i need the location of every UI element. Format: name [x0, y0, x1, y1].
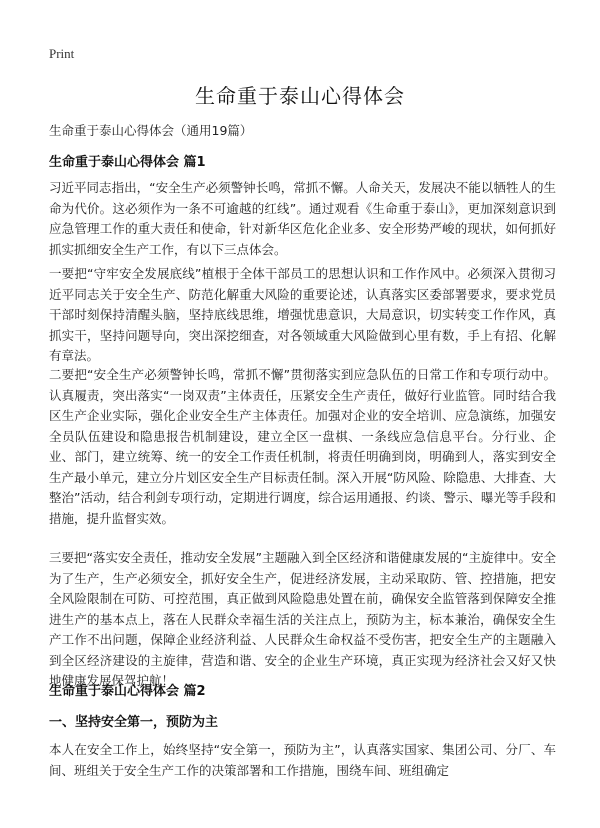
- section-2-paragraph-1: 本人在安全工作上，始终坚持“安全第一，预防为主”，认真落实国家、集团公司、分厂、车间、班组关于安全生产工作的决策部署和工作措施，围绕车间、班组确定: [49, 742, 556, 778]
- section-1-paragraph-1: 习近平同志指出，“安全生产必须警钟长鸣，常抓不懈。人命关天，发展决不能以牺牲人的生命为代价。这必须作为一条不可逾越的红线”。通过观看《生命重于泰山》，更加深刻意识到应急管理工作的重大责任和使命，针对新华区危化企业多、安全形势严峻的现状，如何抓好抓实抓细安全生产工作，有以下三点体会。: [49, 180, 556, 257]
- page-title: 生命重于泰山心得体会: [195, 84, 405, 108]
- section-1-heading: 生命重于泰山心得体会 篇1: [49, 155, 206, 170]
- document-subtitle: 生命重于泰山心得体会（通用19篇）: [49, 123, 253, 138]
- section-1-paragraph-3: 二要把“安全生产必须警钟长鸣，常抓不懈”贯彻落实到应急队伍的日常工作和专项行动中。认真履责，突出落实“一岗双责”主体责任，压紧安全生产责任，做好行业监管。同时结合我区生产企业实际，强化企业安全生产主体责任。加强对企业的安全培训、应急演练，加强安全员队伍建设和隐患报告机制建设，建立全区一盘棋、一条线应急信息平台。分行业、企业、部门，建立统筹、统一的安全工作责任机制，将责任明确到岗，明确到人，落实到安全生产最小单元，建立分片划区安全生产目标责任制。深入开展“防风险、除隐患、大排查、大整治”活动，结合利剑专项行动，定期进行调度，综合运用通报、约谈、警示、曝光等手段和措施，提升监督实效。: [49, 367, 556, 526]
- section-1-paragraph-2: 一要把“守牢安全发展底线”植根于全体干部员工的思想认识和工作作风中。必须深入贯彻习近平同志关于安全生产、防范化解重大风险的重要论述，认真落实区委部署要求，要求党员干部时刻保持清醒头脑，坚持底线思维，增强忧患意识，大局意识，切实转变工作作风，真抓实干，坚持问题导向，突出深挖细查，对各领域重大风险做到心里有数，手上有招、化解有章法。: [49, 266, 556, 363]
- section-2-heading: 生命重于泰山心得体会 篇2: [49, 684, 206, 699]
- section-1-paragraph-4: 三要把“落实安全责任，推动安全发展”主题融入到全区经济和谐健康发展的“主旋律中。安全为了生产，生产必须安全，抓好安全生产，促进经济发展，主动采取防、管、控措施，把安全风险限制在可防、可控范围，真正做到风险隐患处置在前，确保安全监管落到保障安全推进生产的基本点上，落在人民群众幸福生活的关注点上，预防为主，标本兼治，确保安全生产工作不出问题，保障企业经济利益、人民群众生命权益不受伤害，把安全生产的主题融入到全区经济建设的主旋律，营造和谐、安全的企业生产环境，真正实现为经济社会又好又快地健康发展保驾护航！: [49, 550, 556, 688]
- section-2-subheading: 一、坚持安全第一，预防为主: [49, 715, 219, 730]
- print-link[interactable]: Print: [49, 46, 75, 61]
